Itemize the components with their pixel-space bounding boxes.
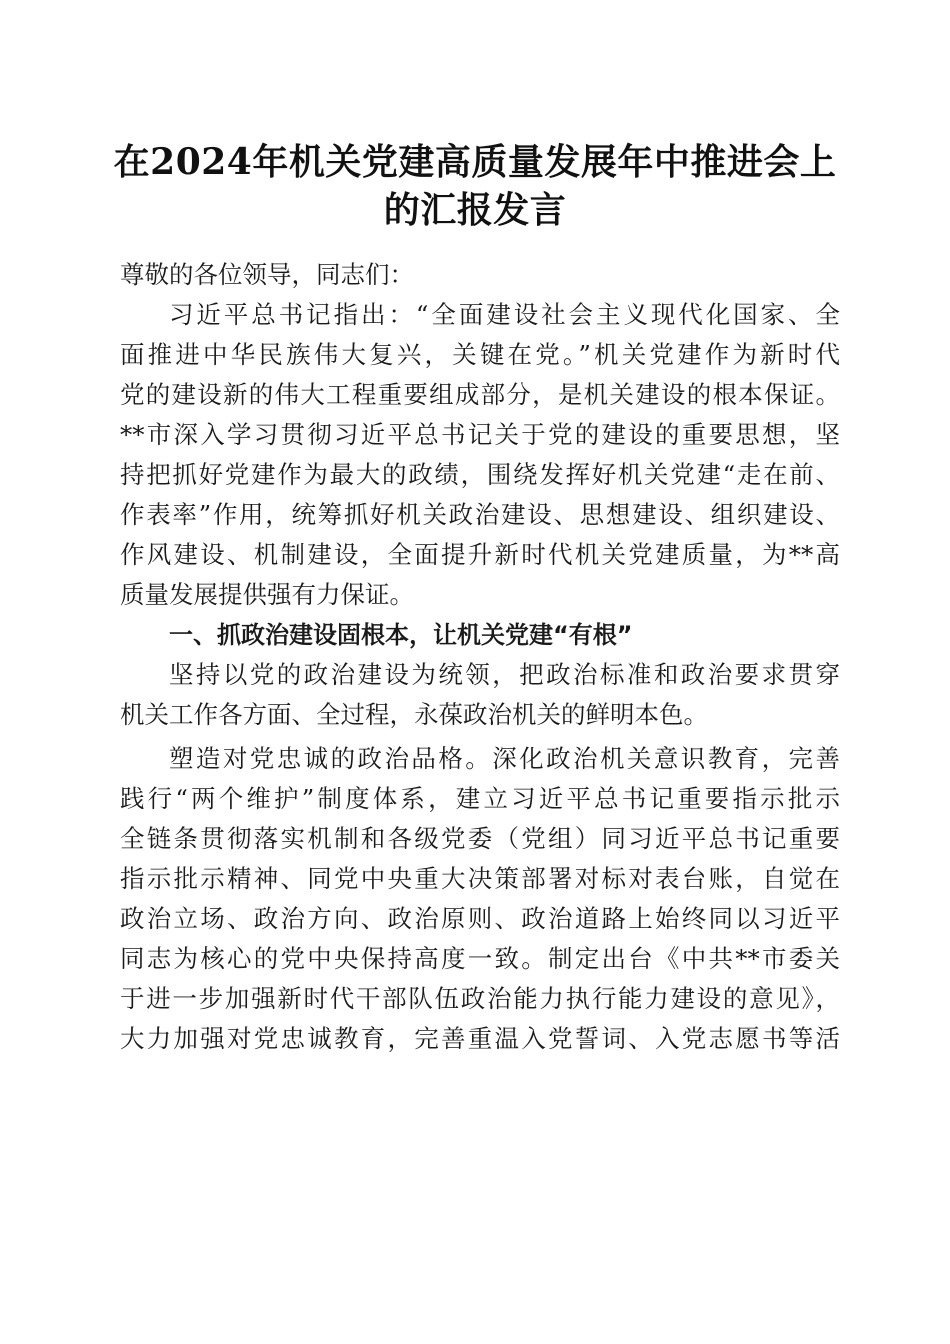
paragraph-line: **市深入学习贯彻习近平总书记关于党的建设的重要思想，坚	[120, 420, 840, 449]
paragraph-line: 持把抓好党建作为最大的政绩，围绕发挥好机关党建“走在前、	[120, 460, 840, 489]
section-heading-1: 一、抓政治建设固根本，让机关党建“有根”	[169, 621, 633, 649]
paragraph-line: 坚持以党的政治建设为统领，把政治标准和政治要求贯穿	[169, 660, 840, 689]
paragraph-line: 于进一步加强新时代干部队伍政治能力执行能力建设的意见》，	[120, 984, 840, 1013]
salutation: 尊敬的各位领导，同志们：	[120, 260, 414, 289]
paragraph-2	[120, 655, 840, 735]
document-body	[120, 255, 840, 1059]
title-line-2: 的汇报发言	[383, 189, 567, 231]
paragraph-line: 作风建设、机制建设，全面提升新时代机关党建质量，为**高	[120, 540, 840, 569]
paragraph-line: 全链条贯彻落实机制和各级党委（党组）同习近平总书记重要	[120, 824, 840, 853]
paragraph-line: 践行“两个维护”制度体系，建立习近平总书记重要指示批示	[120, 784, 840, 813]
document-title	[100, 138, 850, 234]
paragraph-line: 政治立场、政治方向、政治原则、政治道路上始终同以习近平	[120, 904, 840, 933]
paragraph-line: 习近平总书记指出：“全面建设社会主义现代化国家、全	[169, 300, 840, 329]
paragraph-line: 指示批示精神、同党中央重大决策部署对标对表台账，自觉在	[120, 864, 840, 893]
paragraph-line: 机关工作各方面、全过程，永葆政治机关的鲜明本色。	[120, 700, 708, 729]
title-line-1: 在2024年机关党建高质量发展年中推进会上	[113, 141, 837, 183]
paragraph-3	[120, 739, 840, 1059]
paragraph-line: 面推进中华民族伟大复兴，关键在党。”机关党建作为新时代	[120, 340, 840, 369]
paragraph-line: 同志为核心的党中央保持高度一致。制定出台《中共**市委关	[120, 944, 840, 973]
paragraph-1	[120, 295, 840, 615]
paragraph-line: 塑造对党忠诚的政治品格。深化政治机关意识教育，完善	[169, 744, 840, 773]
paragraph-line: 党的建设新的伟大工程重要组成部分，是机关建设的根本保证。	[120, 380, 840, 409]
paragraph-line: 大力加强对党忠诚教育，完善重温入党誓词、入党志愿书等活	[120, 1024, 840, 1053]
paragraph-line: 作表率”作用，统筹抓好机关政治建设、思想建设、组织建设、	[120, 500, 840, 529]
paragraph-line: 质量发展提供强有力保证。	[120, 580, 414, 609]
